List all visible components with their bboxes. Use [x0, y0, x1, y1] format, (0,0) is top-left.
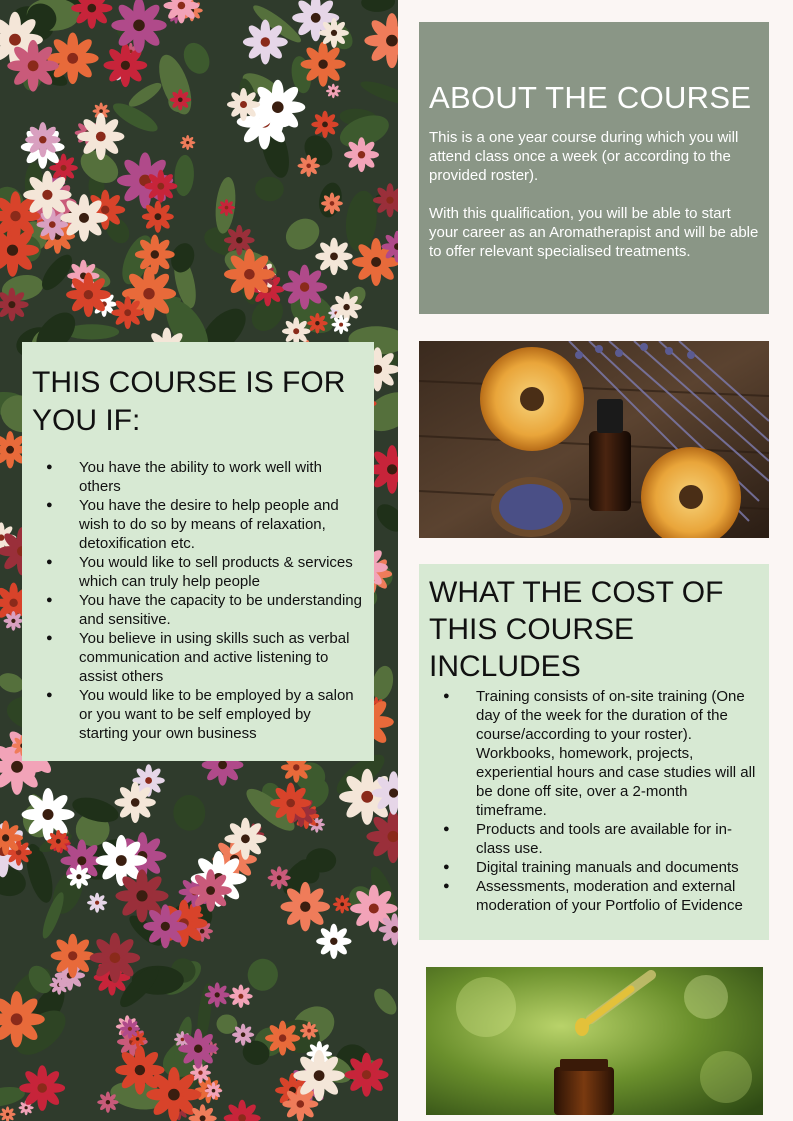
list-item: ● You have the desire to help people and wish to do so by means of relaxation, detoxification etc. [32, 496, 364, 553]
about-course-box [419, 22, 769, 314]
cost-includes-box [419, 564, 769, 940]
cost-includes-list [429, 687, 759, 915]
for-you-list [32, 458, 364, 743]
list-item: ● You have the capacity to be understanding and sensitive. [32, 591, 364, 629]
for-you-box [22, 342, 374, 761]
about-course-paragraph-2: With this qualification, you will be able to start your career as an Aromatherapist and will be able to offer relevant specialised treatments. [429, 205, 759, 260]
list-item: ● Training consists of on-site training (One day of the week for the duration of the course/according to your roster). Workbooks, homework, projects, experiential hours and case studies will all be done off site, over a 2-month timeframe. [429, 687, 759, 820]
list-item: ● Products and tools are available for in-class use. [429, 820, 759, 858]
dropper-bottle-photo [426, 967, 763, 1115]
list-item: ● Digital training manuals and documents [429, 858, 759, 877]
for-you-title: THIS COURSE IS FOR YOU IF: [32, 366, 346, 437]
cost-includes-title: WHAT THE COST OF THIS COURSE INCLUDES [429, 576, 724, 683]
list-item: ● You would like to sell products & services which can truly help people [32, 553, 364, 591]
list-item: ● You believe in using skills such as verbal communication and active listening to assist others [32, 629, 364, 686]
about-course-paragraph-1: This is a one year course during which you will attend class once a week (or according to the provided roster). [429, 129, 739, 184]
list-item: ● You would like to be employed by a salon or you want to be self employed by starting your own business [32, 686, 364, 743]
about-course-title: ABOUT THE COURSE [429, 80, 752, 115]
list-item: ● You have the ability to work well with others [32, 458, 364, 496]
aromatherapy-still-life-photo [419, 341, 769, 538]
list-item: ● Assessments, moderation and external moderation of your Portfolio of Evidence [429, 877, 759, 915]
